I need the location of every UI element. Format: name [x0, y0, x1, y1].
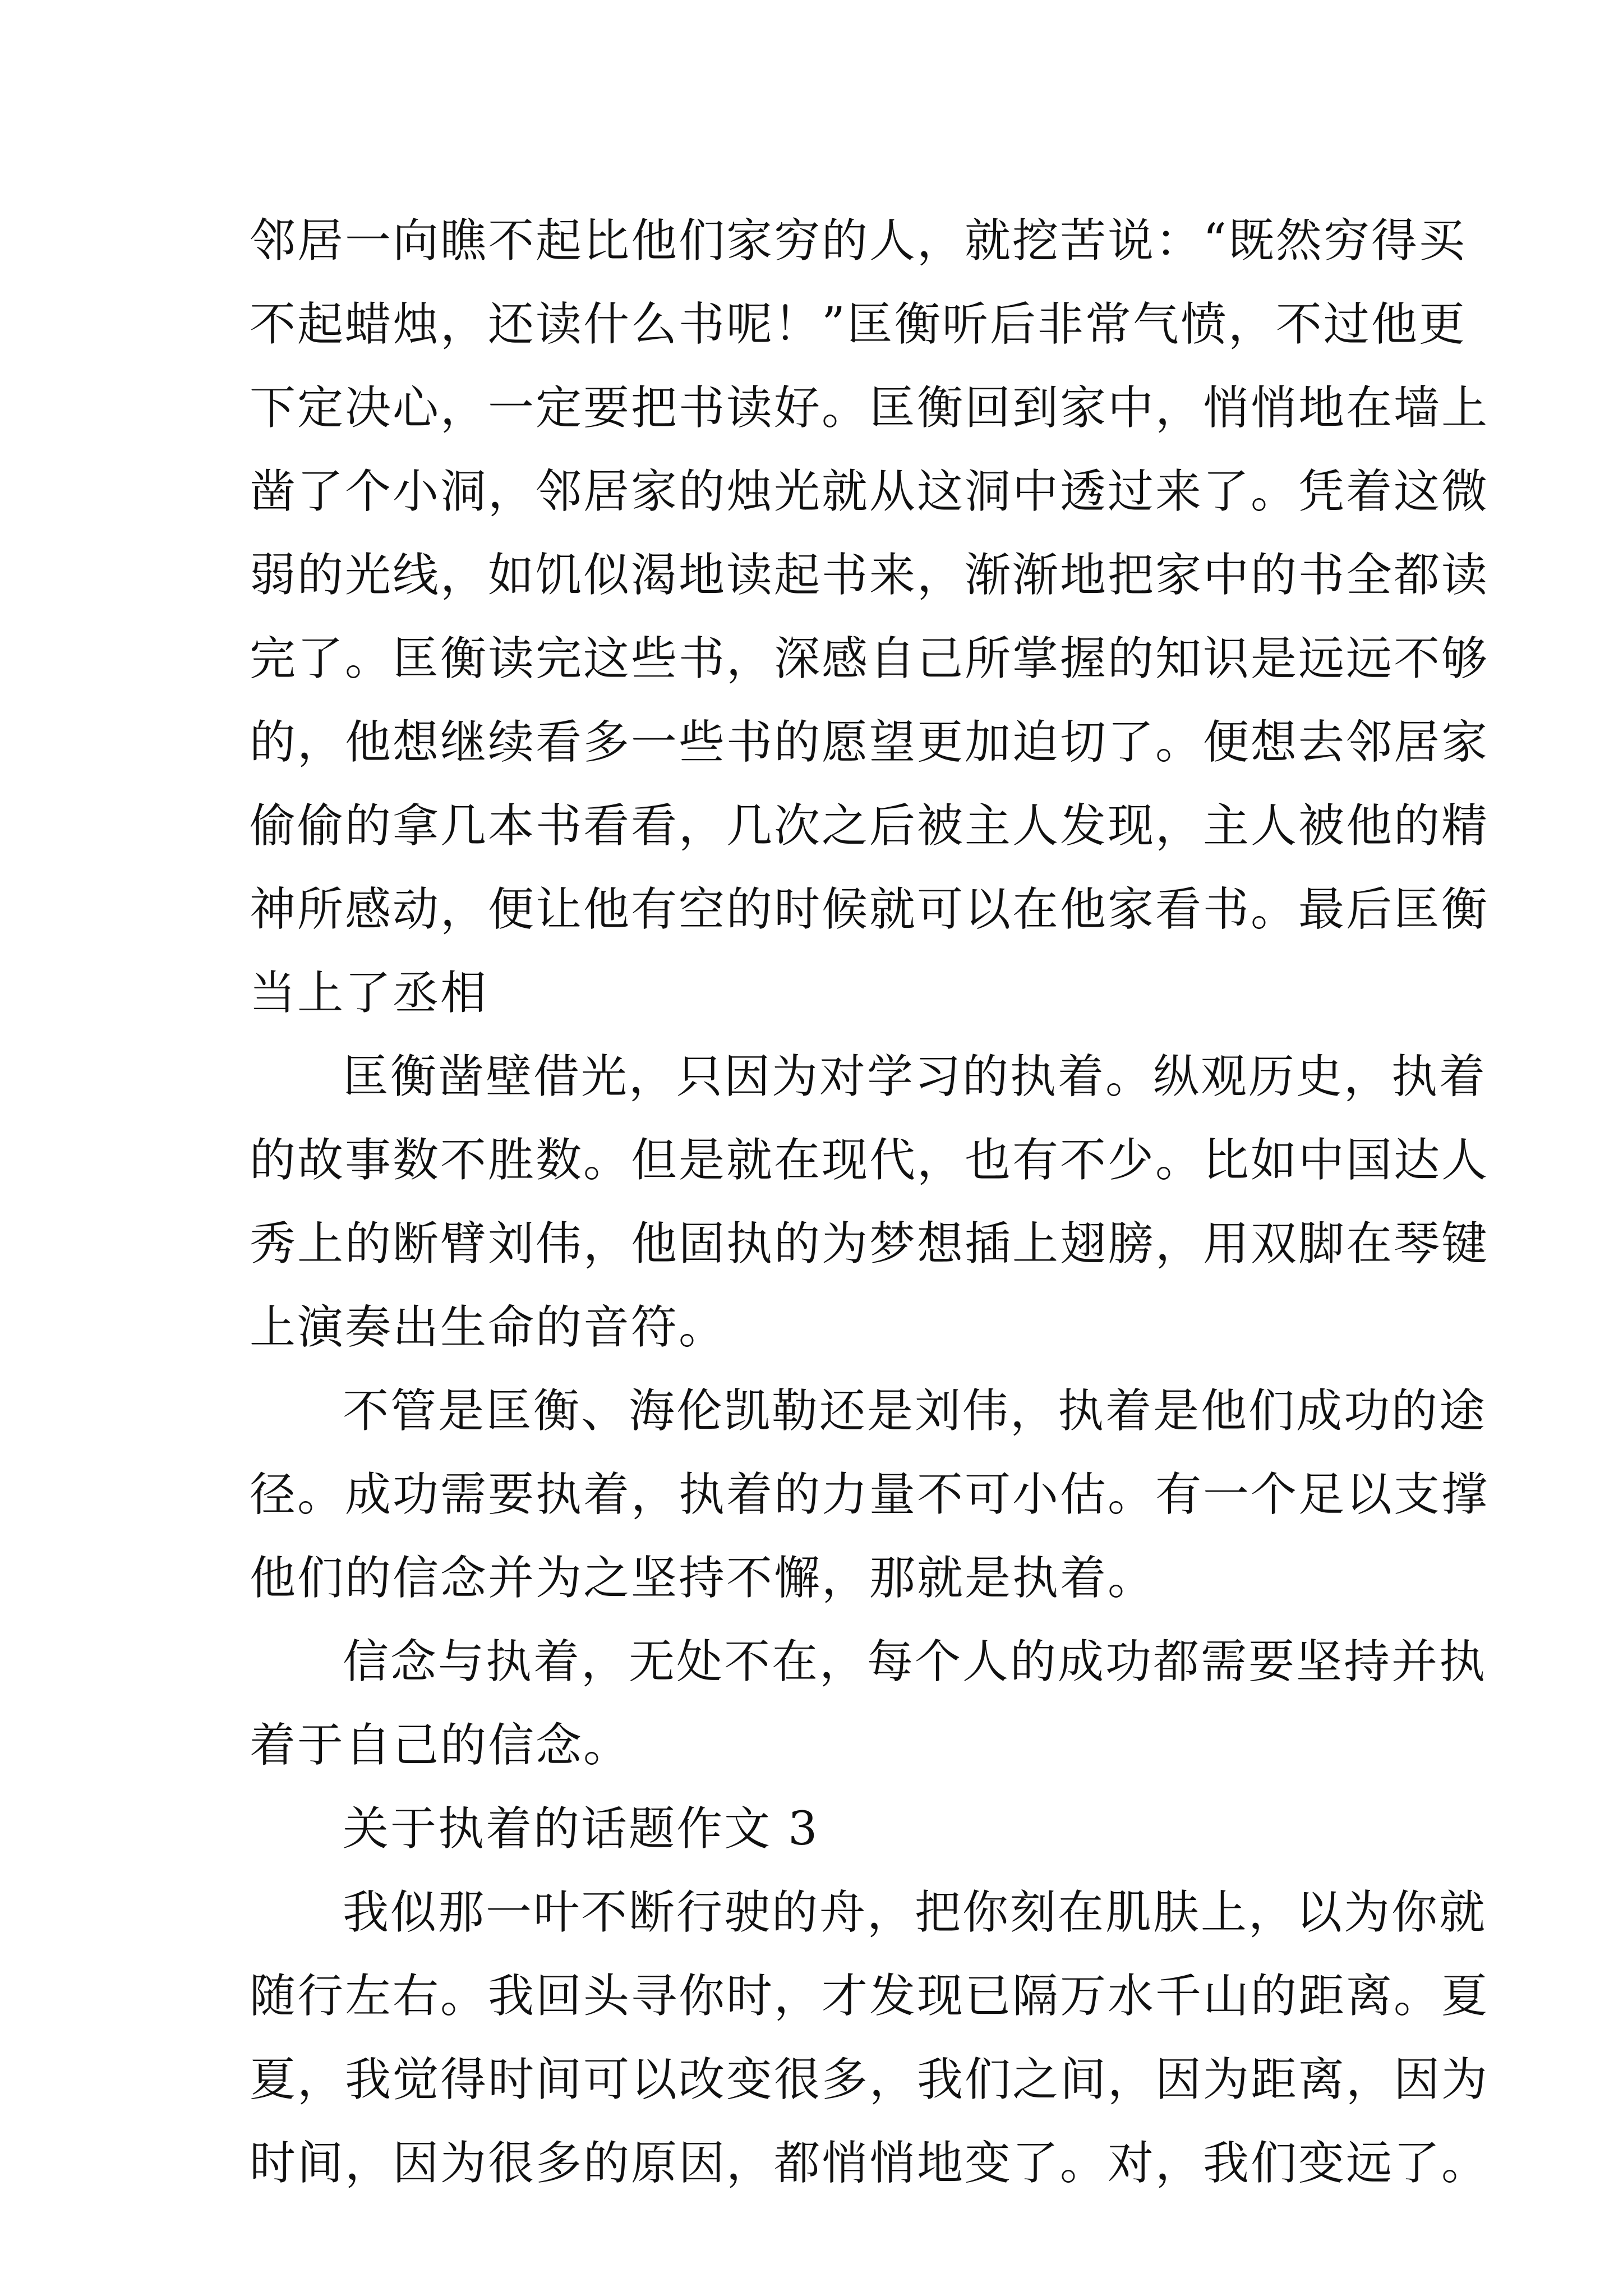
- paragraph-essay3: [250, 1871, 1490, 2205]
- text-line: 径。成功需要执着，执着的力量不可小估。有一个足以支撑: [250, 1468, 1490, 1521]
- text-line: 弱的光线，如饥似渴地读起书来，渐渐地把家中的书全都读: [250, 549, 1490, 602]
- text-line: 秀上的断臂刘伟，他固执的为梦想插上翅膀，用双脚在琴键: [250, 1217, 1490, 1271]
- text-line: 完了。匡衡读完这些书，深感自己所掌握的知识是远远不够: [250, 632, 1490, 685]
- text-line: 凿了个小洞，邻居家的烛光就从这洞中透过来了。凭着这微: [250, 465, 1490, 518]
- heading-text: 关于执着的话题作文 3: [343, 1802, 819, 1856]
- text-line: 他们的信念并为之坚持不懈，那就是执着。: [250, 1552, 1156, 1605]
- paragraph-history: [250, 1035, 1490, 1369]
- text-line: 我似那一叶不断行驶的舟，把你刻在肌肤上，以为你就: [343, 1886, 1487, 1939]
- text-line: 下定决心，一定要把书读好。匡衡回到家中，悄悄地在墙上: [250, 381, 1490, 435]
- text-line: 时间，因为很多的原因，都悄悄地变了。对，我们变远了。: [250, 2137, 1490, 2190]
- text-line: 匡衡凿壁借光，只因为对学习的执着。纵观历史，执着: [343, 1050, 1487, 1103]
- text-line: 不起蜡烛，还读什么书呢！”匡衡听后非常气愤，不过他更: [250, 298, 1467, 351]
- text-line: 随行左右。我回头寻你时，才发现已隔万水千山的距离。夏: [250, 1970, 1490, 2023]
- paragraph-success: [250, 1369, 1490, 1620]
- text-line: 夏，我觉得时间可以改变很多，我们之间，因为距离，因为: [250, 2053, 1490, 2106]
- body-text: [250, 199, 1490, 2205]
- text-line: 的故事数不胜数。但是就在现代，也有不少。比如中国达人: [250, 1134, 1490, 1187]
- paragraph-belief: [250, 1620, 1487, 1787]
- text-line: 当上了丞相: [250, 967, 488, 1020]
- text-line: 信念与执着，无处不在，每个人的成功都需要坚持并执: [343, 1635, 1487, 1688]
- text-line: 邻居一向瞧不起比他们家穷的人，就挖苦说：“既然穷得买: [250, 214, 1467, 268]
- text-line: 不管是匡衡、海伦凯勒还是刘伟，执着是他们成功的途: [343, 1384, 1487, 1438]
- section-heading: [250, 1787, 1416, 1871]
- paragraph-story: [250, 199, 1490, 1035]
- text-line: 着于自己的信念。: [250, 1719, 631, 1772]
- text-line: 偷偷的拿几本书看看，几次之后被主人发现，主人被他的精: [250, 799, 1490, 853]
- text-line: 的，他想继续看多一些书的愿望更加迫切了。便想去邻居家: [250, 716, 1490, 769]
- text-line: 上演奏出生命的音符。: [250, 1301, 727, 1354]
- text-line: 神所感动，便让他有空的时候就可以在他家看书。最后匡衡: [250, 883, 1490, 936]
